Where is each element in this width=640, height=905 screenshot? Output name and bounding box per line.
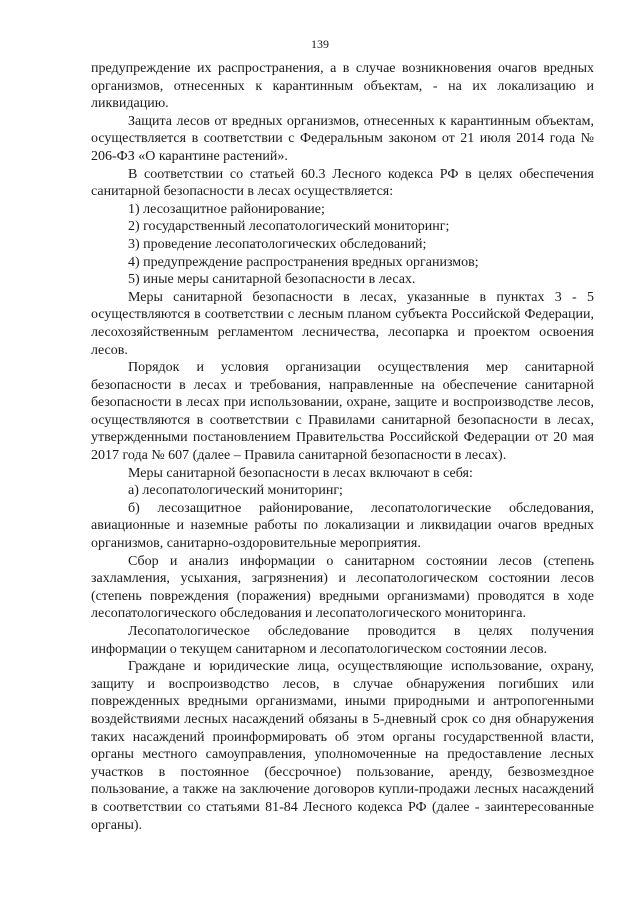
paragraph: Граждане и юридические лица, осуществляющие использование, охрану, защиту и воспроизводство лесов, в случае обнаружения погибших или поврежденных вредными организмами, иными природными и антропогенными воздействиями лесных насаждений обязаны в 5-дневный срок со дня обнаружения таких насаждений проинформировать об этом органы государственной власти, органы местного самоуправления, уполномоченные на предоставление лесных участков в постоянное (бессрочное) пользование, аренду, безвозмездное пользование, а также на заключение договоров купли-продажи лесных насаждений в соответствии со статьями 81-84 Лесного кодекса РФ (далее - заинтересованные органы).: [91, 659, 594, 833]
list-item: 3) проведение лесопатологических обследований;: [128, 236, 427, 252]
paragraph: Порядок и условия организации осуществления мер санитарной безопасности в лесах и требования, направленные на обеспечение санитарной безопасности в лесах при использовании, охране, защите и воспроизводстве лесов, осуществляются в соответствии с Правилами санитарной безопасности в лесах, утвержденными постановлением Правительства Российской Федерации от 20 мая 2017 года № 607 (далее – Правила санитарной безопасности в лесах).: [91, 360, 594, 464]
list-item: а) лесопатологический мониторинг;: [128, 483, 343, 499]
body-text: [91, 60, 594, 834]
paragraph: предупреждение их распространения, а в случае возникновения очагов вредных организмов, отнесенных к карантинным объектам, - на их локализацию и ликвидацию.: [91, 61, 594, 112]
list-item: б) лесозащитное районирование, лесопатологические обследования, авиационные и наземные работы по локализации и ликвидации очагов вредных организмов, санитарно-оздоровительные мероприятия.: [91, 500, 594, 552]
paragraph: Защита лесов от вредных организмов, отнесенных к карантинным объектам, осуществляется в соответствии с Федеральным законом от 21 июля 2014 года № 206-ФЗ «О карантине растений».: [91, 113, 594, 164]
page-number: 139: [311, 37, 329, 51]
paragraph: Сбор и анализ информации о санитарном состоянии лесов (степень захламления, усыхания, загрязнения) и лесопатологическом состоянии лесов (степень повреждения (поражения) вредными организмами) проводятся в ходе лесопатологического обследования и лесопатологического мониторинга.: [91, 553, 594, 622]
paragraph: Меры санитарной безопасности в лесах, указанные в пунктах 3 - 5 осуществляются в соответствии с лесным планом субъекта Российской Федерации, лесохозяйственным регламентом лесничества, лесопарка и проектом освоения лесов.: [91, 289, 594, 358]
paragraph: В соответствии со статьей 60.3 Лесного кодекса РФ в целях обеспечения санитарной безопасности в лесах осуществляется:: [91, 166, 594, 200]
list-item: 2) государственный лесопатологический мониторинг;: [128, 219, 450, 235]
paragraph: Меры санитарной безопасности в лесах включают в себя:: [128, 465, 473, 481]
list-item: 5) иные меры санитарной безопасности в лесах.: [128, 272, 416, 288]
list-item: 4) предупреждение распространения вредных организмов;: [128, 254, 479, 270]
paragraph: Лесопатологическое обследование проводится в целях получения информации о текущем санитарном и лесопатологическом состоянии лесов.: [91, 624, 594, 657]
list-item: 1) лесозащитное районирование;: [128, 201, 325, 217]
